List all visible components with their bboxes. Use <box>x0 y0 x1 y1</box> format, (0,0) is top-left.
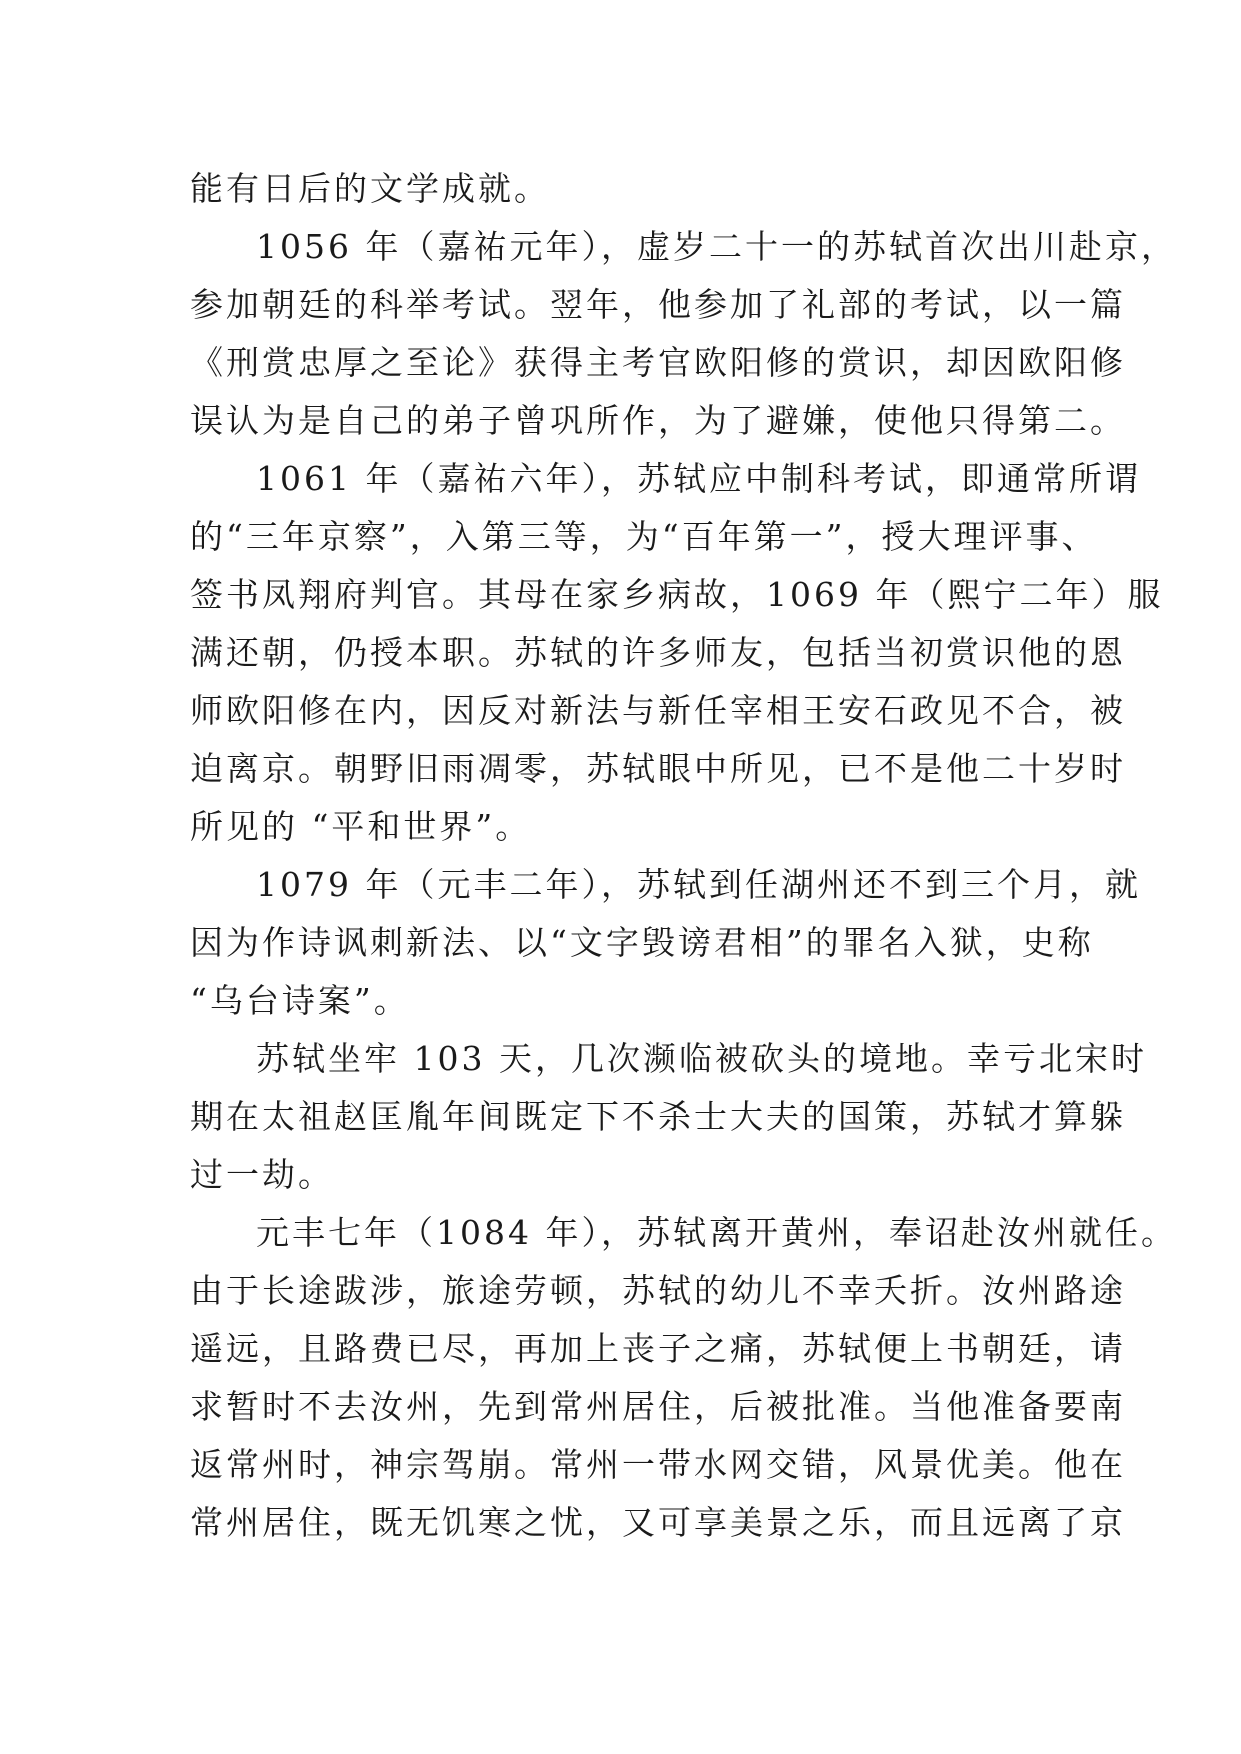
text-line: 误认为是自己的弟子曾巩所作，为了避嫌，使他只得第二。 <box>190 401 1126 440</box>
text-line: 常州居住，既无饥寒之忧，又可享美景之乐，而且远离了京 <box>190 1503 1126 1542</box>
text-line: 遥远，且路费已尽，再加上丧子之痛，苏轼便上书朝廷，请 <box>190 1329 1126 1368</box>
text-line: 参加朝廷的科举考试。翌年，他参加了礼部的考试，以一篇 <box>190 285 1126 324</box>
text-line: “乌台诗案”。 <box>190 981 410 1020</box>
paragraph-1084 <box>190 1204 1177 1552</box>
text-line: 师欧阳修在内，因反对新法与新任宰相王安石政见不合，被 <box>190 691 1126 730</box>
paragraph-continuation <box>190 160 1050 218</box>
text-line: 由于长途跋涉，旅途劳顿，苏轼的幼儿不幸夭折。汝州路途 <box>190 1271 1126 1310</box>
text-line: 返常州时，神宗驾崩。常州一带水网交错，风景优美。他在 <box>190 1445 1126 1484</box>
paragraph-prison <box>190 1030 1147 1204</box>
text-line: 1061 年（嘉祐六年），苏轼应中制科考试，即通常所谓 <box>256 459 1141 498</box>
text-line: 元丰七年（1084 年），苏轼离开黄州，奉诏赴汝州就任。 <box>256 1213 1177 1252</box>
text-line: 求暂时不去汝州，先到常州居住，后被批准。当他准备要南 <box>190 1387 1126 1426</box>
text-line: 能有日后的文学成就。 <box>190 169 550 208</box>
paragraph-1056 <box>190 218 1177 450</box>
paragraph-1061 <box>190 450 1164 856</box>
text-line: 1079 年（元丰二年），苏轼到任湖州还不到三个月，就 <box>256 865 1141 904</box>
text-line: 满还朝，仍授本职。苏轼的许多师友，包括当初赏识他的恩 <box>190 633 1126 672</box>
text-line: 苏轼坐牢 103 天，几次濒临被砍头的境地。幸亏北宋时 <box>256 1039 1147 1078</box>
text-line: 1056 年（嘉祐元年），虚岁二十一的苏轼首次出川赴京， <box>256 227 1177 266</box>
text-line: 《刑赏忠厚之至论》获得主考官欧阳修的赏识，却因欧阳修 <box>190 343 1126 382</box>
text-line: 期在太祖赵匡胤年间既定下不杀士大夫的国策，苏轼才算躲 <box>190 1097 1126 1136</box>
text-line: 因为作诗讽刺新法、以“文字毁谤君相”的罪名入狱，史称 <box>190 923 1094 962</box>
text-line: 所见的 “平和世界”。 <box>190 807 532 846</box>
document-page <box>190 160 1177 1552</box>
text-line: 迫离京。朝野旧雨凋零，苏轼眼中所见，已不是他二十岁时 <box>190 749 1126 788</box>
text-line: 签书凤翔府判官。其母在家乡病故，1069 年（熙宁二年）服 <box>190 575 1164 614</box>
paragraph-1079 <box>190 856 1141 1030</box>
text-line: 的“三年京察”，入第三等，为“百年第一”，授大理评事、 <box>190 517 1098 556</box>
text-line: 过一劫。 <box>190 1155 334 1194</box>
